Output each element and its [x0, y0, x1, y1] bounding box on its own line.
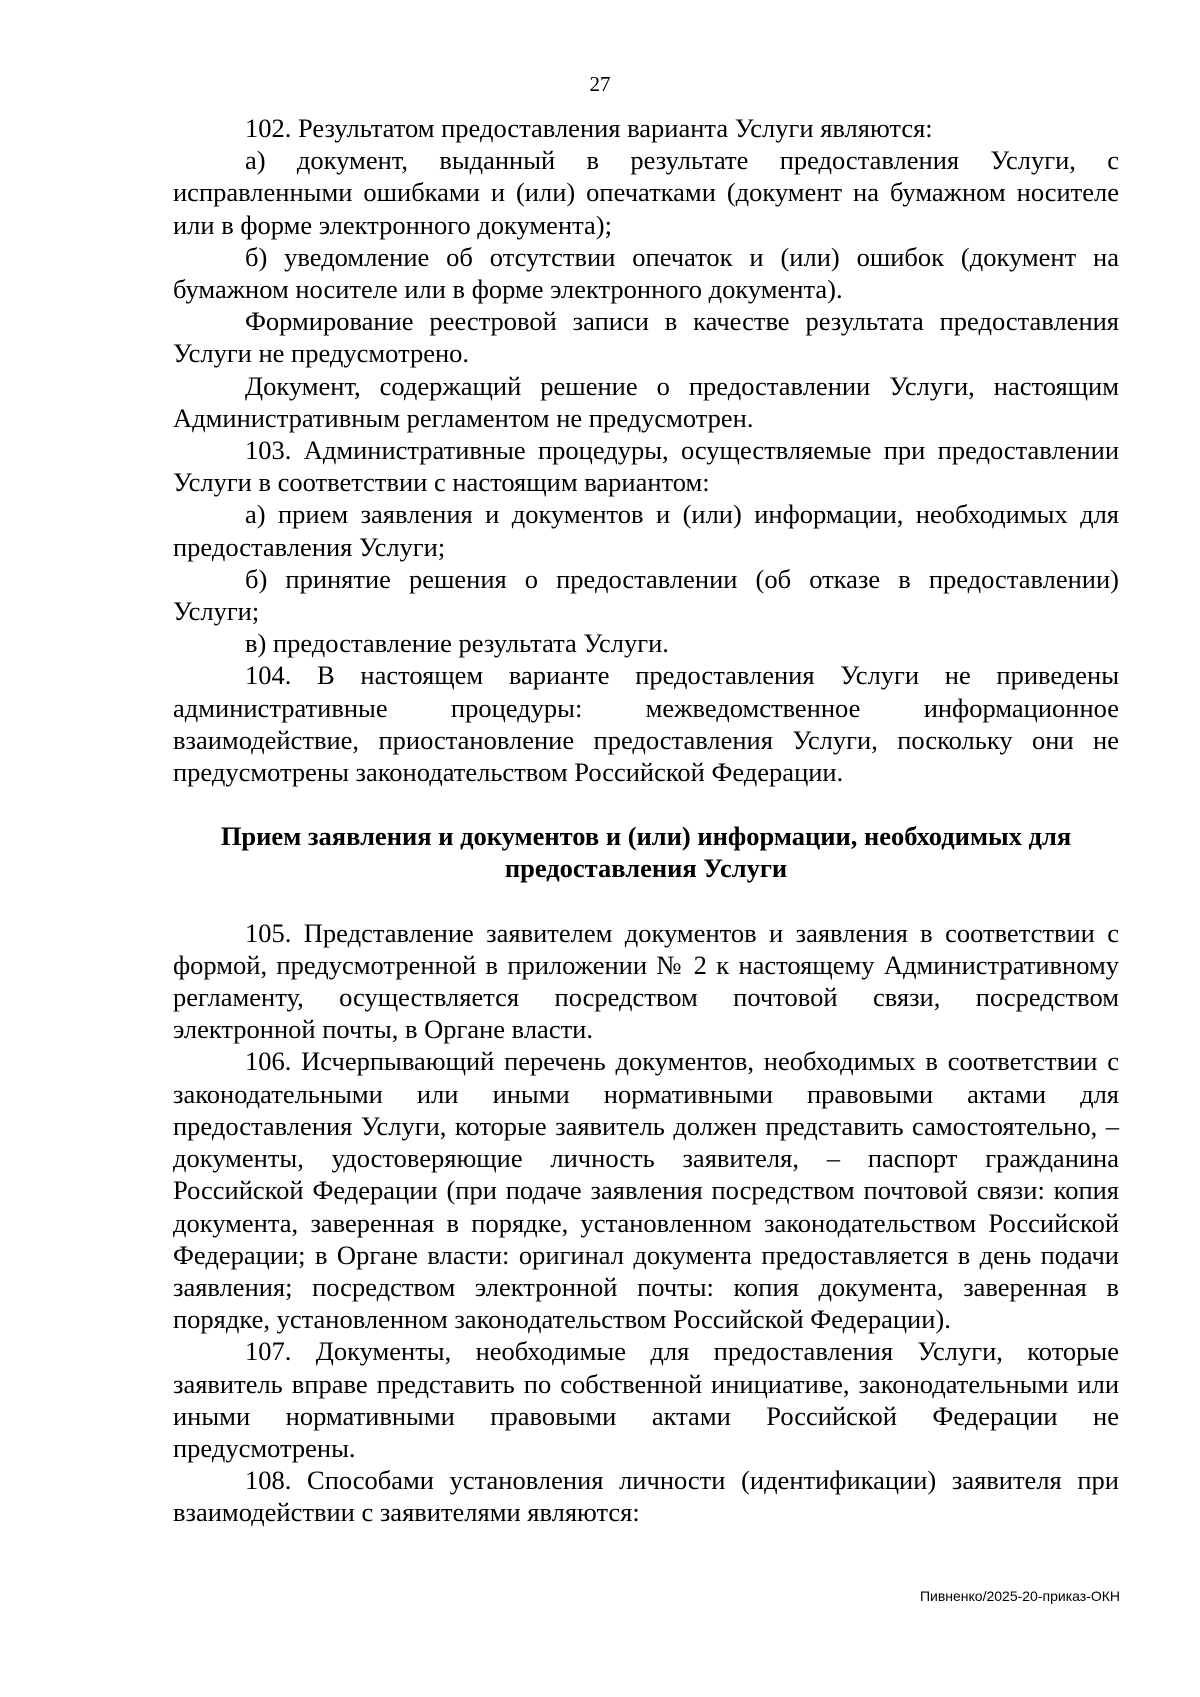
list-item-102b: б) уведомление об отсутствии опечаток и (или) ошибок (документ на бумажном носителе или в форме электронного документа).	[173, 241, 1119, 305]
document-body	[173, 112, 1119, 1529]
paragraph-106: 106. Исчерпывающий перечень документов, необходимых в соответствии с законодательными или иными нормативными правовыми актами для предоставления Услуги, которые заявитель должен представить самостоятельно, – документы, удостоверяющие личность заявителя, – паспорт гражданина Российской Федерации (при подаче заявления посредством почтовой связи: копия документа, заверенная в порядке, установленном законодательством Российской Федерации; в Органе власти: оригинал документа предоставляется в день подачи заявления; посредством электронной почты: копия документа, заверенная в порядке, установленном законодательством Российской Федерации).	[173, 1046, 1119, 1335]
list-item-103b: б) принятие решения о предоставлении (об отказе в предоставлении) Услуги;	[173, 563, 1119, 627]
list-item-102a: а) документ, выданный в результате предоставления Услуги, с исправленными ошибками и (или) опечатками (документ на бумажном носителе или в форме электронного документа);	[173, 145, 1119, 240]
paragraph-107: 107. Документы, необходимые для предоставления Услуги, которые заявитель вправе представить по собственной инициативе, законодательными или иными нормативными правовыми актами Российской Федерации не предусмотрены.	[173, 1336, 1119, 1463]
section-heading: Прием заявления и документов и (или) информации, необходимых для предоставления Услуги	[220, 821, 1072, 884]
paragraph-104: 104. В настоящем варианте предоставления Услуги не приведены административные процедуры: межведомственное информационное взаимодействие, приостановление предоставления Услуги, поскольку они не предусмотрены законодательством Российской Федерации.	[173, 660, 1119, 788]
paragraph-105: 105. Представление заявителем документов и заявления в соответствии с формой, предусмотренной в приложении № 2 к настоящему Административному регламенту, осуществляется посредством почтовой связи, посредством электронной почты, в Органе власти.	[173, 917, 1119, 1045]
list-item-103c: в) предоставление результата Услуги.	[245, 628, 669, 659]
paragraph-registry-record: Формирование реестровой записи в качестве результата предоставления Услуги не предусмотрено.	[173, 306, 1119, 369]
paragraph-102: 102. Результатом предоставления варианта Услуги являются:	[245, 113, 933, 143]
page-number: 27	[589, 72, 611, 96]
paragraph-decision-document: Документ, содержащий решение о предоставлении Услуги, настоящим Административным регламентом не предусмотрен.	[173, 370, 1119, 433]
paragraph-108: 108. Способами установления личности (идентификации) заявителя при взаимодействии с заявителями являются:	[173, 1465, 1119, 1528]
document-footer-code: Пивненко/2025-20-приказ-ОКН	[919, 1588, 1120, 1604]
paragraph-103: 103. Административные процедуры, осуществляемые при предоставлении Услуги в соответствии с настоящим вариантом:	[173, 435, 1119, 498]
list-item-103a: а) прием заявления и документов и (или) информации, необходимых для предоставления Услуги;	[173, 499, 1119, 562]
